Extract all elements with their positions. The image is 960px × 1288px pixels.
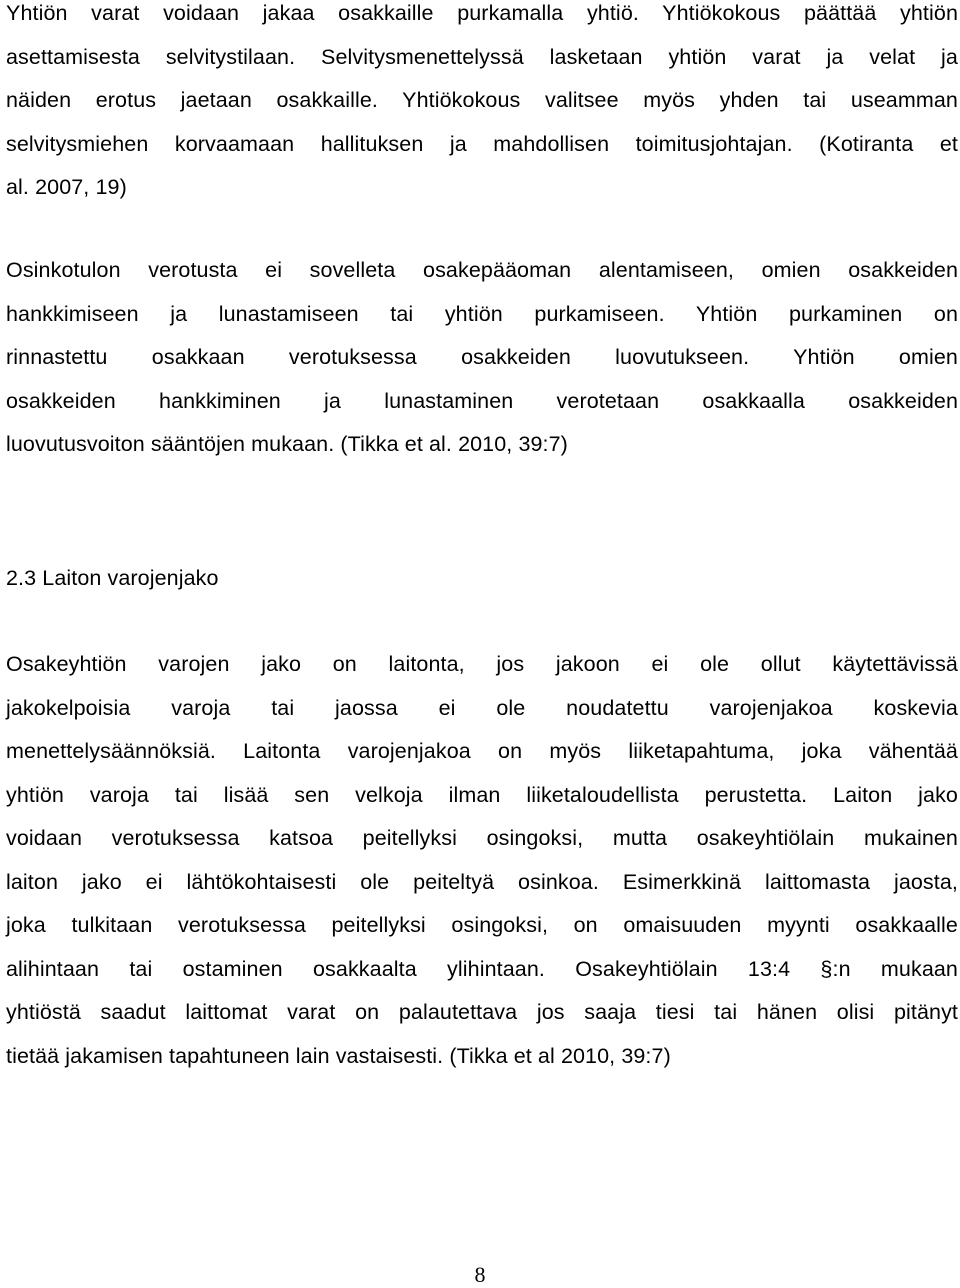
section-heading — [6, 557, 958, 601]
text-line: Osinkotulon verotusta ei sovelleta osakepääoman alentamiseen, omien osakkeiden — [6, 258, 958, 282]
text-line: yhtiöstä saadut laittomat varat on palautettava jos saaja tiesi tai hänen olisi pitänyt — [6, 1000, 958, 1024]
text-line: hankkimiseen ja lunastamiseen tai yhtiön purkamiseen. Yhtiön purkaminen on — [6, 301, 958, 326]
text-line: joka tulkitaan verotuksessa peitellyksi osingoksi, on omaisuuden myynti osakkaalle — [6, 913, 958, 937]
paragraph-company-dissolution — [6, 0, 958, 210]
paragraph-illegal-distribution — [6, 643, 958, 1078]
text-line: jakokelpoisia varoja tai jaossa ei ole noudatettu varojenjakoa koskevia — [6, 695, 958, 720]
text-line: al. 2007, 19) — [6, 175, 127, 199]
text-line: rinnastettu osakkaan verotuksessa osakkeiden luovutukseen. Yhtiön omien — [6, 345, 958, 369]
text-line: laiton jako ei lähtökohtaisesti ole peiteltyä osinkoa. Esimerkkinä laittomasta jaosta, — [6, 869, 958, 894]
text-line: Yhtiön varat voidaan jakaa osakkaille purkamalla yhtiö. Yhtiökokous päättää yhtiön — [6, 1, 958, 25]
text-line: selvitysmiehen korvaamaan hallituksen ja mahdollisen toimitusjohtajan. (Kotiranta et — [6, 131, 958, 156]
section-heading-text: 2.3 Laiton varojenjako — [6, 566, 219, 590]
text-line: asettamisesta selvitystilaan. Selvitysmenettelyssä lasketaan yhtiön varat ja velat ja — [6, 44, 958, 69]
text-line: näiden erotus jaetaan osakkaille. Yhtiökokous valitsee myös yhden tai useamman — [6, 88, 958, 112]
text-line: tietää jakamisen tapahtuneen lain vastaisesti. (Tikka et al 2010, 39:7) — [6, 1043, 671, 1068]
text-line: voidaan verotuksessa katsoa peitellyksi osingoksi, mutta osakeyhtiölain mukainen — [6, 826, 958, 850]
text-line: alihintaan tai ostaminen osakkaalta ylihintaan. Osakeyhtiölain 13:4 §:n mukaan — [6, 956, 958, 981]
page-number: 8 — [474, 1262, 486, 1287]
text-line: osakkeiden hankkiminen ja lunastaminen verotetaan osakkaalla osakkeiden — [6, 388, 958, 413]
paragraph-dividend-taxation — [6, 249, 958, 467]
text-line: menettelysäännöksiä. Laitonta varojenjakoa on myös liiketapahtuma, joka vähentää — [6, 739, 958, 763]
text-line: Osakeyhtiön varojen jako on laitonta, jos jakoon ei ole ollut käytettävissä — [6, 652, 958, 676]
text-line: luovutusvoiton sääntöjen mukaan. (Tikka et al. 2010, 39:7) — [6, 432, 568, 456]
text-line: yhtiön varoja tai lisää sen velkoja ilman liiketaloudellista perustetta. Laiton jako — [6, 782, 958, 807]
